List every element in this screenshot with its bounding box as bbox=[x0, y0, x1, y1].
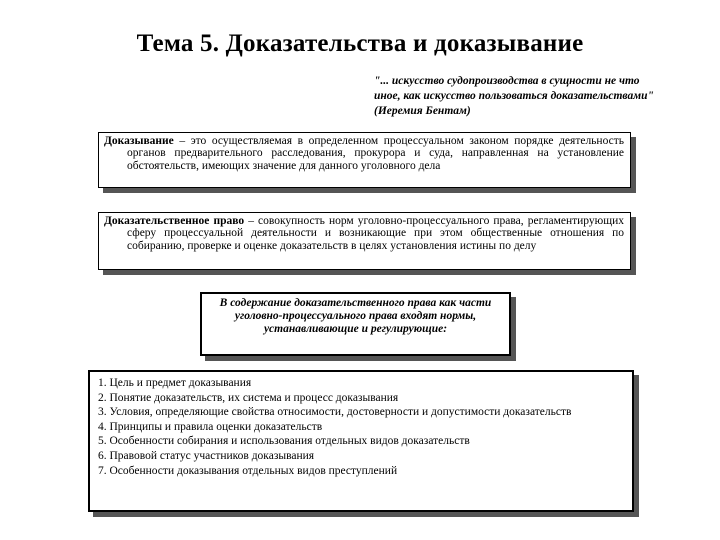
list-item: 3. Условия, определяющие свойства относимости, достоверности и допустимости доказательств bbox=[98, 406, 572, 419]
definition-box-proving bbox=[98, 132, 631, 188]
definition-term: Доказывание bbox=[104, 135, 174, 147]
list-item: 2. Понятие доказательств, их система и процесс доказывания bbox=[98, 391, 399, 404]
definition-text bbox=[99, 133, 630, 174]
content-header-box bbox=[200, 292, 511, 356]
definition-box-evidence-law bbox=[98, 212, 631, 270]
content-list-box bbox=[88, 370, 634, 512]
list-item: 4. Принципы и правила оценки доказательств bbox=[98, 420, 323, 433]
epigraph-quote: "... искусство судопроизводства в сущности не что иное, как искусство пользоваться доказательствами" (Иеремия Бентам) bbox=[374, 75, 654, 117]
content-header-text: В содержание доказательственного права как части уголовно-процессуального права входят нормы, устанавливающие и регулирующие: bbox=[219, 297, 492, 335]
definition-body: – совокупность норм уголовно-процессуального права, регламентирующих сферу процессуальной деятельности и возникающие при этом общественные отношения по собиранию, проверке и оценке доказательств в целях установления истины по делу bbox=[127, 215, 624, 252]
slide-title: Тема 5. Доказательства и доказывание bbox=[136, 30, 584, 57]
list-item: 5. Особенности собирания и использования отдельных видов доказательств bbox=[98, 435, 470, 448]
content-list bbox=[98, 376, 624, 478]
list-item: 6. Правовой статус участников доказывания bbox=[98, 449, 315, 462]
list-item: 7. Особенности доказывания отдельных видов преступлений bbox=[98, 464, 398, 477]
definition-body: – это осуществляемая в определенном процессуальном законом порядке деятельность органов предварительного расследования, прокурора и суда, направленная на установление обстоятельств, имеющих значение для данного уголовного дела bbox=[127, 135, 624, 172]
list-item: 1. Цель и предмет доказывания bbox=[98, 377, 252, 389]
definition-term: Доказательственное право bbox=[104, 215, 245, 227]
definition-text bbox=[99, 213, 630, 254]
